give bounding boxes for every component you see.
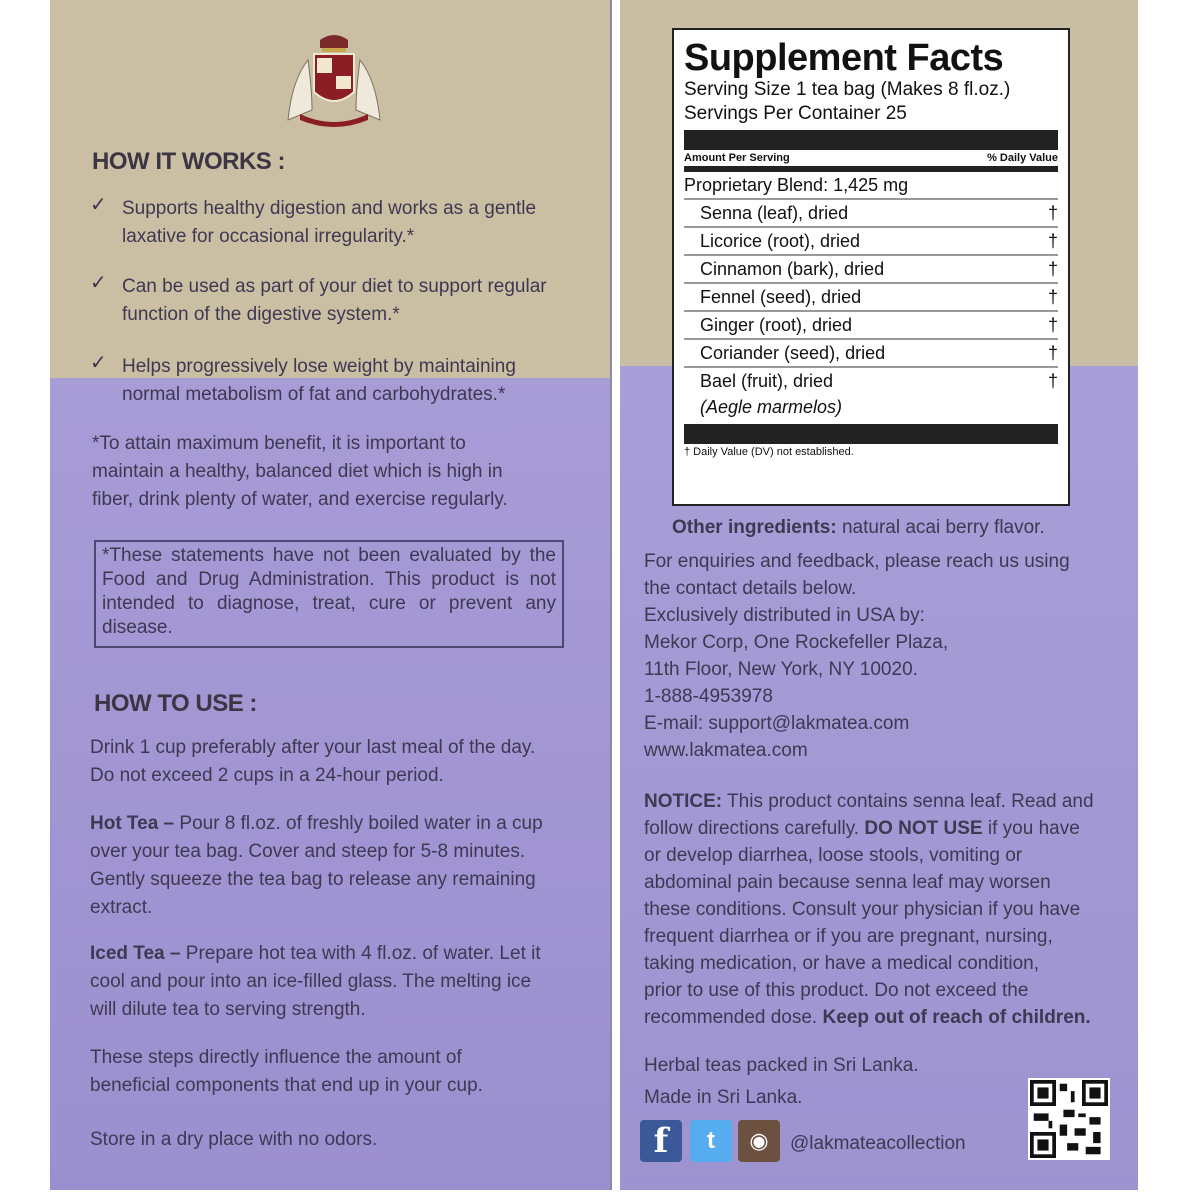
ingredient-row: Senna (leaf), dried † <box>684 200 1058 228</box>
bullet-1: Supports healthy digestion and works as a gentle laxative for occasional irregularity.* <box>122 198 537 247</box>
divider <box>684 424 1058 444</box>
royal-crest-logo <box>278 30 390 130</box>
origin-text: Herbal teas packed in Sri Lanka. Made in Sri Lanka. <box>644 1055 919 1108</box>
storage-note: Store in a dry place with no odors. <box>90 1129 378 1150</box>
proprietary-blend-row: Proprietary Blend: 1,425 mg <box>684 172 1058 200</box>
check-icon: ✓ <box>90 194 107 216</box>
bullet-3: Helps progressively lose weight by maintaining normal metabolism of fat and carbohydrates.* <box>122 356 516 405</box>
website-link[interactable]: www.lakmatea.com <box>644 740 808 761</box>
benefit-note: *To attain maximum benefit, it is important to maintain a healthy, balanced diet which is high in fiber, drink plenty of water, and exercise regularly. <box>92 433 508 510</box>
serving-size: Serving Size 1 tea bag (Makes 8 fl.oz.) <box>684 79 1011 100</box>
qr-code-icon <box>1028 1078 1110 1160</box>
ingredient-row: Coriander (seed), dried † <box>684 340 1058 368</box>
how-to-use-heading: HOW TO USE : <box>94 690 257 717</box>
servings-per-container: Servings Per Container 25 <box>684 103 907 124</box>
fda-disclaimer: *These statements have not been evaluated by the Food and Drug Administration. This product is not intended to diagnose, treat, cure or prevent any disease. <box>94 540 564 648</box>
left-panel <box>50 0 612 1190</box>
divider <box>684 130 1058 150</box>
instagram-icon[interactable]: ◉ <box>738 1120 780 1162</box>
ingredient-row: Cinnamon (bark), dried † <box>684 256 1058 284</box>
check-icon: ✓ <box>90 272 107 294</box>
other-ingredients: Other ingredients: natural acai berry flavor. <box>672 517 1045 538</box>
email-link[interactable]: E-mail: support@lakmatea.com <box>644 713 910 734</box>
ingredient-row: Fennel (seed), dried † <box>684 284 1058 312</box>
social-handle[interactable]: @lakmateacollection <box>790 1133 966 1154</box>
how-it-works-heading: HOW IT WORKS : <box>92 148 285 175</box>
contact-details: For enquiries and feedback, please reach us using the contact details below. Exclusively distributed in USA by: Mekor Corp, One Rockefeller Plaza, 11th Floor, New York, NY 10020. 1-888-4953978 E-mail: support@lakmatea.com www.lakmatea.com <box>644 548 1070 764</box>
steps-note: These steps directly influence the amount of beneficial components that end up in your cup. <box>90 1047 483 1096</box>
facts-header: Amount Per Serving % Daily Value <box>684 152 1058 172</box>
iced-tea-instructions: Iced Tea – Prepare hot tea with 4 fl.oz. of water. Let it cool and pour into an ice-filled glass. The melting ice will dilute tea to serving strength. <box>90 943 541 1020</box>
right-panel <box>620 0 1138 1190</box>
facts-footnote: † Daily Value (DV) not established. <box>684 446 854 458</box>
usage-text: Drink 1 cup preferably after your last meal of the day. Do not exceed 2 cups in a 24-hour period. <box>90 737 536 786</box>
ingredient-row: Bael (fruit), dried (Aegle marmelos) † <box>700 371 1058 417</box>
ingredient-row: Licorice (root), dried † <box>684 228 1058 256</box>
ingredient-row: Ginger (root), dried † <box>684 312 1058 340</box>
supplement-facts-label <box>672 28 1070 506</box>
notice-text: NOTICE: This product contains senna leaf. Read and follow directions carefully. DO NOT USE if you have or develop diarrhea, loose stools, vomiting or abdominal pain because senna leaf may worsen these conditions. Consult your physician if you have frequent diarrhea or if you are pregnant, nursing, taking medication, or have a medical condition, prior to use of this product. Do not exceed the recommended dose. Keep out of reach of children. <box>644 791 1094 1028</box>
supplement-facts-title: Supplement Facts <box>684 37 1004 79</box>
facebook-icon[interactable]: f <box>640 1120 682 1162</box>
check-icon: ✓ <box>90 352 107 374</box>
twitter-icon[interactable]: t <box>690 1120 732 1162</box>
hot-tea-instructions: Hot Tea – Pour 8 fl.oz. of freshly boiled water in a cup over your tea bag. Cover and steep for 5-8 minutes. Gently squeeze the tea bag to release any remaining extract. <box>90 813 543 918</box>
bullet-2: Can be used as part of your diet to support regular function of the digestive system.* <box>122 276 547 325</box>
